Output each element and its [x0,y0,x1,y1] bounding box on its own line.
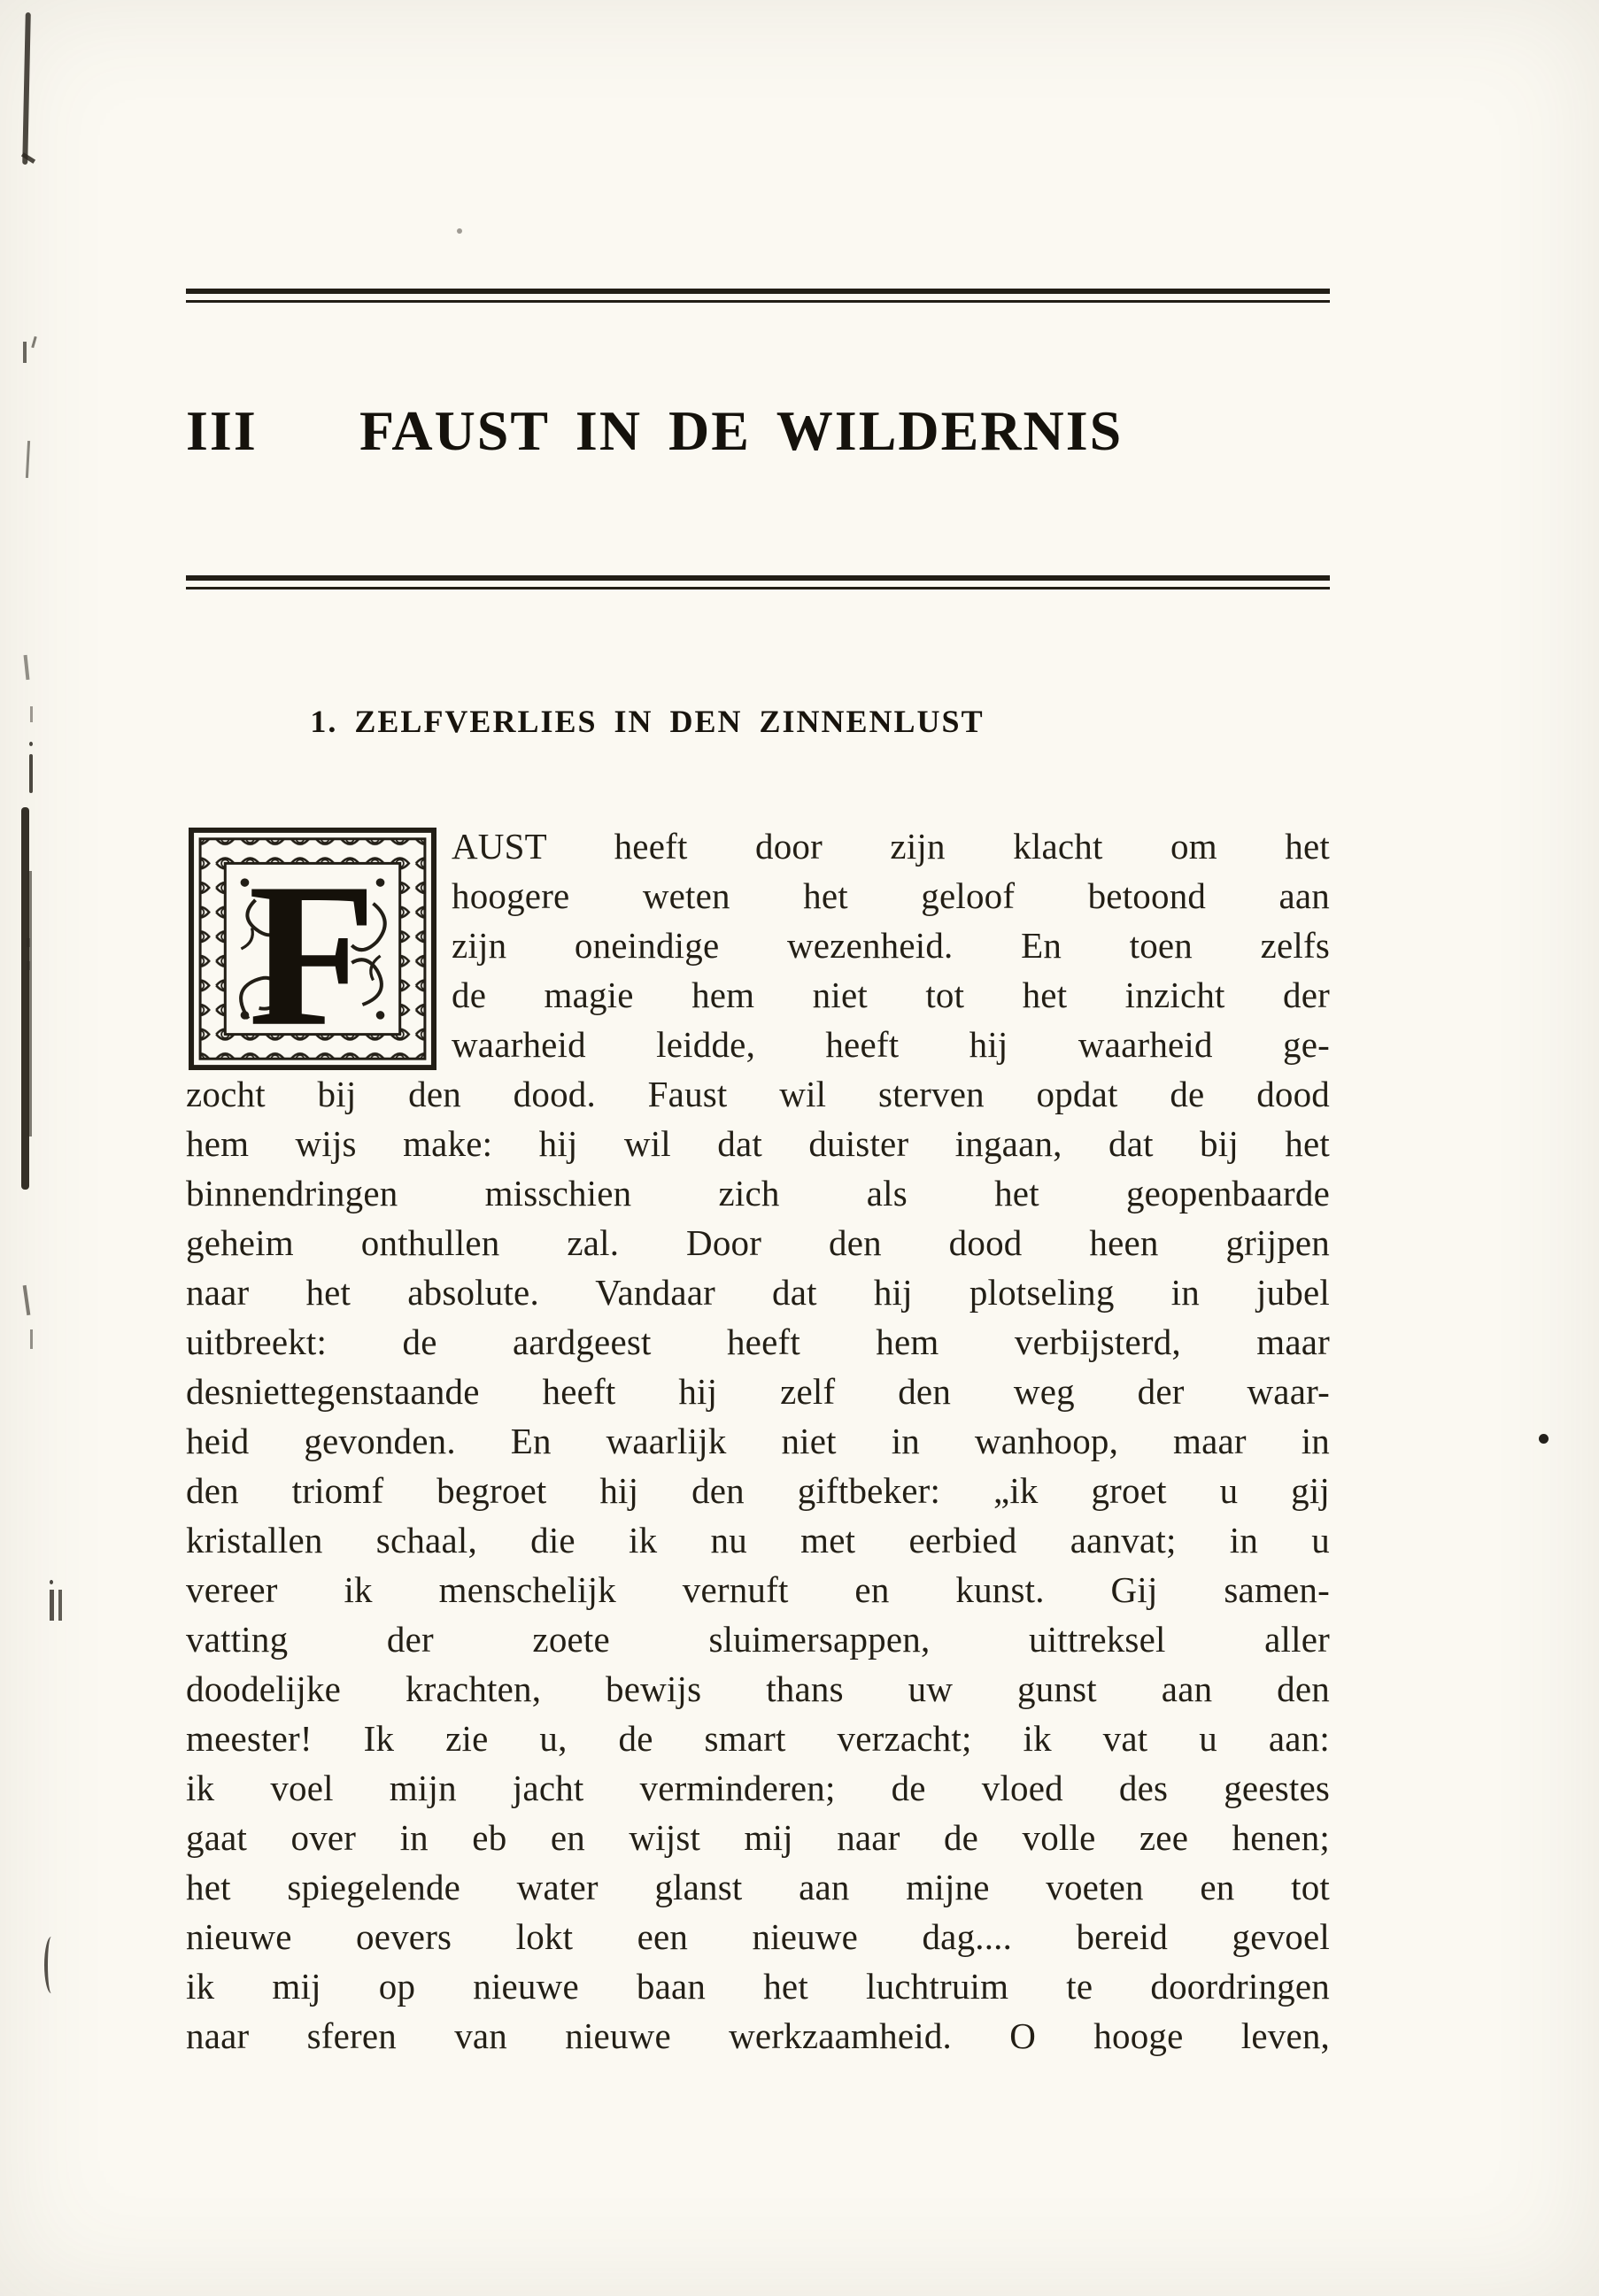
scan-artifact [1539,1434,1549,1444]
text-line: vereer ik menschelijk vernuft en kunst. Gij samen- [186,1569,1330,1610]
text-line: geheim onthullen zal. Door den dood heen grijpen [186,1222,1330,1263]
text-line: ik voel mijn jacht verminderen; de vloed des geestes [186,1768,1330,1808]
dropcap-letter: F [248,840,377,1069]
text-line: het spiegelende water glanst aan mijne voeten en tot [186,1867,1330,1907]
text-line: zocht bij den dood. Faust wil sterven opdat de dood [186,1074,1330,1114]
text-line: ik mij op nieuwe baan het luchtruim te doordringen [186,1966,1330,2007]
text-line: hem wijs make: hij wil dat duister ingaan, dat bij het [186,1123,1330,1164]
scan-artifact [23,342,27,363]
text-line: kristallen schaal, die ik nu met eerbied aanvat; in u [186,1520,1330,1560]
scan-artifact [26,441,30,478]
body-paragraph [186,821,1330,2061]
text-line: waarheid leidde, heeft hij waarheid ge- [452,1024,1330,1065]
scan-artifact [24,655,30,680]
text-line: AUST heeft door zijn klacht om het [452,826,1330,867]
text-line: nieuwe oevers lokt een nieuwe dag.... bereid gevoel [186,1916,1330,1957]
scan-artifact [50,1580,53,1584]
double-rule-top [186,289,1330,303]
text-line: vatting der zoete sluimersappen, uittreksel aller [186,1619,1330,1660]
scan-artifact [22,12,31,165]
scan-artifact [27,938,30,947]
chapter-heading [186,400,1330,462]
scan-artifact [27,961,30,970]
scan-artifact [30,706,33,722]
text-line: meester! Ik zie u, de smart verzacht; ik vat u aan: [186,1718,1330,1759]
text-line: gaat over in eb en wijst mij naar de volle zee henen; [186,1817,1330,1858]
text-line: uitbreekt: de aardgeest heeft hem verbijsterd, maar [186,1321,1330,1362]
scan-artifact [31,336,36,348]
page-content [186,0,1330,2296]
text-line: binnendringen misschien zich als het geopenbaarde [186,1173,1330,1213]
body-lines [186,1069,1330,2061]
double-rule-bottom [186,575,1330,589]
scan-artifact [29,754,33,793]
dropcap-ornament-frame [188,827,437,1071]
text-line: zijn oneindige wezenheid. En toen zelfs [452,925,1330,966]
scan-artifact [50,1590,54,1621]
scan-artifact [30,1329,33,1349]
text-line: naar het absolute. Vandaar dat hij plotseling in jubel [186,1272,1330,1313]
chapter-number: III [186,399,258,462]
section-heading: 1. ZELFVERLIES IN DEN ZINNENLUST [310,704,985,739]
opening-lines [452,821,1330,1069]
dropcap-initial [188,827,437,1071]
scan-artifact [23,1285,31,1315]
scan-artifact [44,1937,58,1993]
chapter-title: FAUST IN DE WILDERNIS [359,399,1124,462]
text-line: doodelijke krachten, bewijs thans uw gunst aan den [186,1668,1330,1709]
text-line: heid gevonden. En waarlijk niet in wanhoop, maar in [186,1421,1330,1461]
text-line: desniettegenstaande heeft hij zelf den weg der waar- [186,1371,1330,1412]
scan-artifact [58,1590,62,1621]
text-line: naar sferen van nieuwe werkzaamheid. O hooge leven, [186,2015,1330,2056]
text-line: hoogere weten het geloof betoond aan [452,875,1330,916]
scan-artifact [27,871,32,1136]
text-line: de magie hem niet tot het inzicht der [452,975,1330,1015]
text-line: den triomf begroet hij den giftbeker: „ik groet u gij [186,1470,1330,1511]
scan-artifact [29,742,33,746]
